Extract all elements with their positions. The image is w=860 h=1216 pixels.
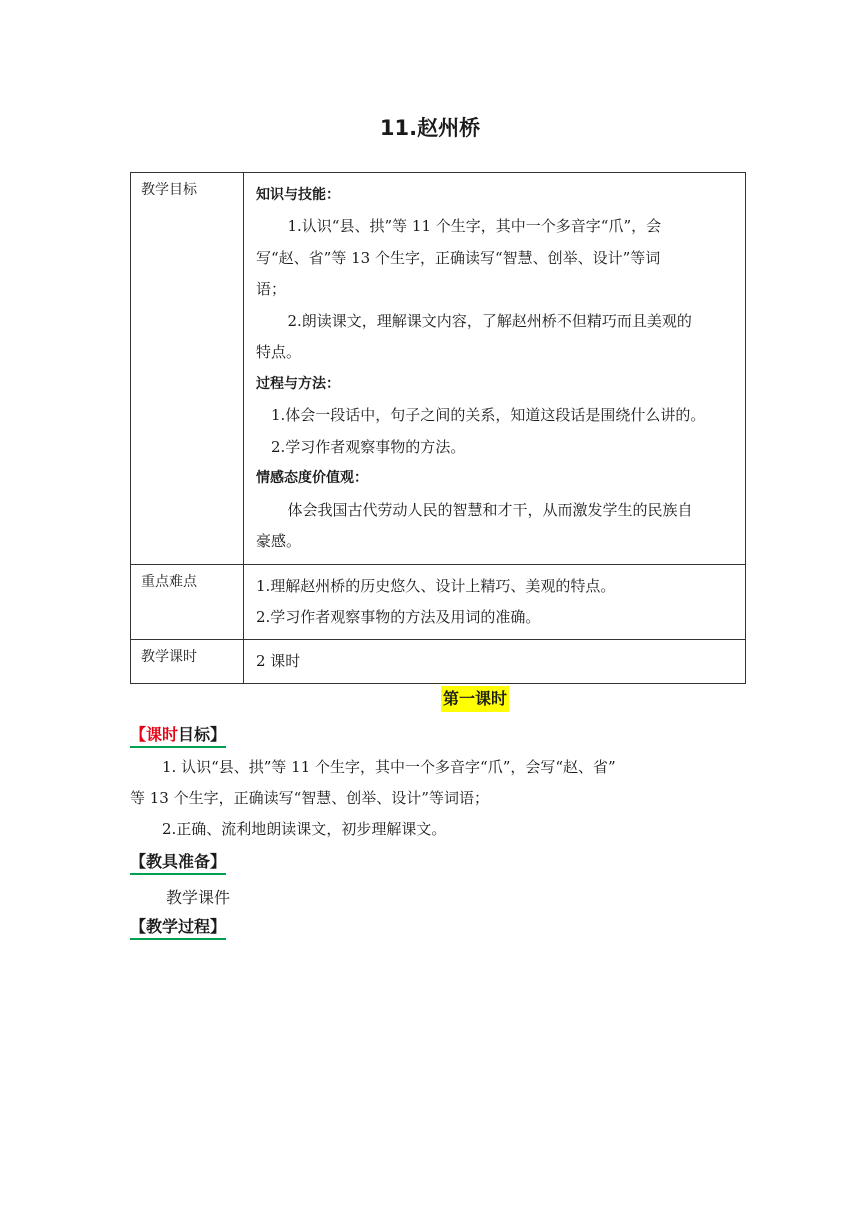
lesson-goal-2: 2.正确、流利地朗读课文，初步理解课文。: [162, 820, 447, 838]
lesson-1-heading: 第一课时: [441, 686, 509, 712]
document-title: 11.赵州桥: [379, 116, 481, 140]
tools-value: 教学课件: [166, 888, 231, 907]
goals-heading-rest: 目标】: [178, 725, 227, 744]
focus-item-2: 2.学习作者观察事物的方法及用词的准确。: [256, 607, 541, 626]
goals-heading-red: 课时: [146, 725, 179, 744]
goals-bracket-open: 【: [130, 725, 147, 744]
teaching-process-heading: 【教学过程】: [130, 916, 226, 940]
lesson-goals-heading: [130, 724, 226, 748]
knowledge-item-1-line-3: 语；: [256, 280, 287, 298]
process-item-1: 1.体会一段话中，句子之间的关系，知道这段话是围绕什么讲的。: [271, 406, 706, 424]
goals-content: [244, 173, 746, 565]
hours-content: [244, 639, 746, 683]
tools-heading: 【教具准备】: [130, 851, 226, 875]
knowledge-item-2-line-1: 2.朗读课文，理解课文内容，了解赵州桥不但精巧而且美观的: [287, 311, 692, 330]
lesson-plan-table: [130, 172, 746, 684]
knowledge-item-2-line-2: 特点。: [256, 343, 302, 361]
lesson-goal-1-line-2: 等 13 个生字，正确读写“智慧、创举、设计”等词语；: [130, 789, 489, 807]
emotion-heading: 情感态度价值观：: [256, 470, 368, 486]
knowledge-item-1-line-1: 1.认识“县、拱”等 11 个生字，其中一个多音字“爪”，会: [287, 217, 662, 235]
knowledge-heading: 知识与技能：: [256, 187, 340, 203]
table-row-focus: [131, 564, 746, 639]
focus-item-1: 1.理解赵州桥的历史悠久、设计上精巧、美观的特点。: [256, 576, 616, 595]
lesson-goals-text: [130, 752, 750, 845]
table-row-goals: [131, 173, 746, 565]
knowledge-item-1-line-2: 写“赵、省”等 13 个生字，正确读写“智慧、创举、设计”等词: [256, 248, 661, 267]
process-heading: 过程与方法：: [256, 375, 340, 392]
process-item-2: 2.学习作者观察事物的方法。: [271, 437, 466, 456]
emotion-line-2: 豪感。: [256, 532, 302, 550]
table-row-hours: [131, 639, 746, 683]
hours-value: 2 课时: [256, 651, 301, 670]
hours-label: 教学课时: [131, 639, 244, 683]
emotion-line-1: 体会我国古代劳动人民的智慧和才干，从而激发学生的民族自: [287, 500, 693, 519]
focus-label: 重点难点: [131, 564, 244, 639]
focus-content: [244, 564, 746, 639]
goals-label: 教学目标: [131, 173, 244, 565]
lesson-goal-1-line-1: 1. 认识“县、拱”等 11 个生字，其中一个多音字“爪”，会写“赵、省”: [162, 758, 616, 776]
